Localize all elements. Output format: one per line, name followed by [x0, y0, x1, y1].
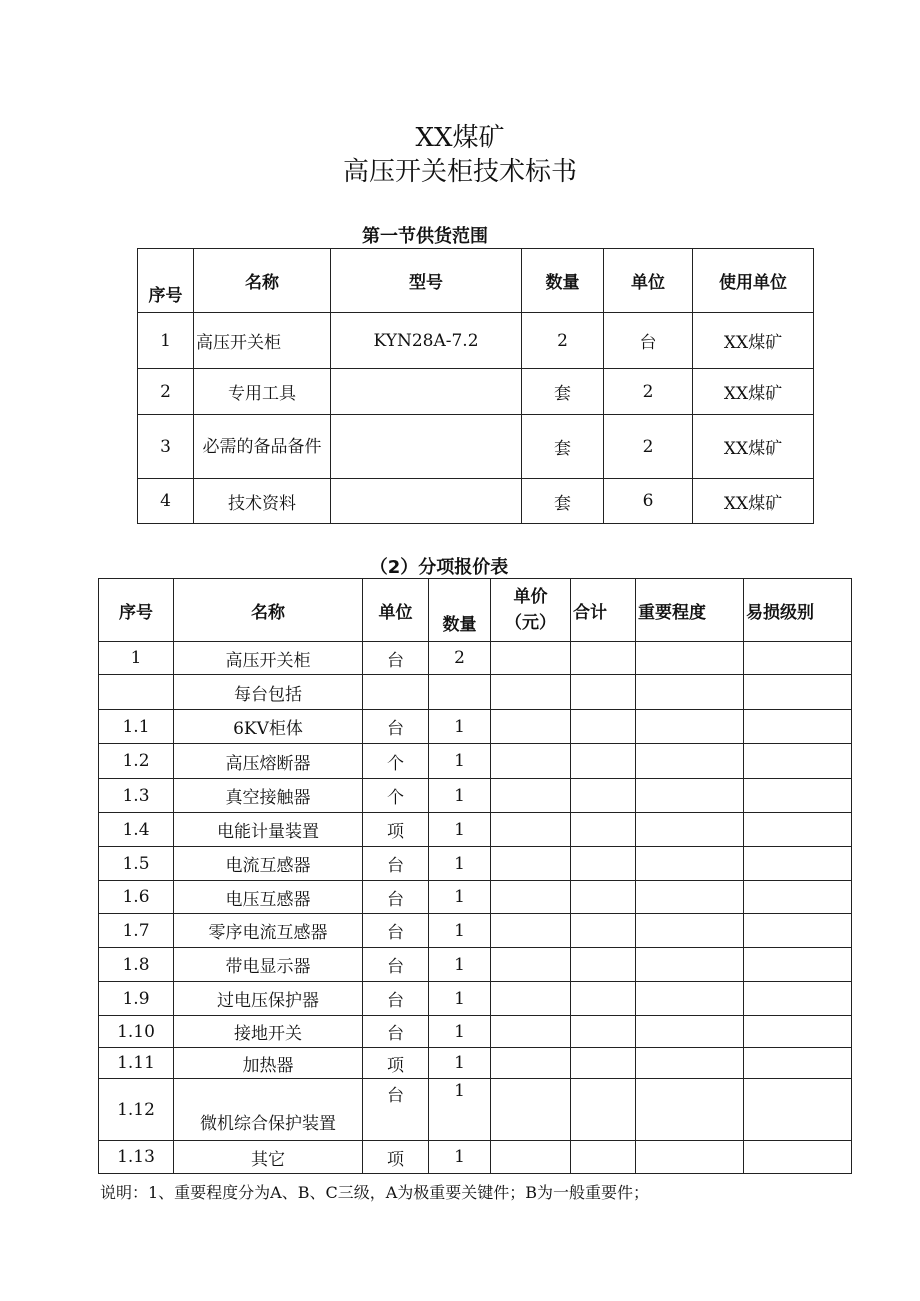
table-cell [744, 914, 852, 948]
table-cell: 1.8 [99, 948, 174, 982]
supply-scope-table [137, 248, 814, 524]
table-row [99, 1016, 852, 1048]
table-cell [491, 847, 571, 881]
table-cell: 1.11 [99, 1048, 174, 1079]
header-cell: 型号 [331, 249, 522, 313]
header-cell: 序号 [99, 579, 174, 642]
header-cell: 数量 [522, 249, 604, 313]
table-cell [744, 1141, 852, 1174]
table-cell [636, 642, 744, 675]
table-cell [636, 813, 744, 847]
table-cell [491, 982, 571, 1016]
table-cell: 台 [363, 948, 429, 982]
table-cell [331, 415, 522, 479]
table-cell [636, 779, 744, 813]
table-cell: 1.12 [99, 1079, 174, 1141]
table-cell: 1 [429, 1016, 491, 1048]
table-cell: 微机综合保护装置 [174, 1079, 363, 1141]
table-cell: 高压熔断器 [174, 744, 363, 779]
table-cell: 套 [522, 415, 604, 479]
table-row [99, 1141, 852, 1174]
header-cell: 单位 [604, 249, 693, 313]
table-cell [491, 948, 571, 982]
table-cell [491, 1079, 571, 1141]
table-cell [744, 675, 852, 710]
table-cell [491, 1048, 571, 1079]
table-cell: 1.6 [99, 881, 174, 914]
table-cell: 1.7 [99, 914, 174, 948]
table-cell: 接地开关 [174, 1016, 363, 1048]
table-cell [571, 948, 636, 982]
table-cell [571, 779, 636, 813]
table-cell: 1 [99, 642, 174, 675]
table-cell: KYN28A-7.2 [331, 313, 522, 369]
table-cell [571, 744, 636, 779]
table-cell [571, 881, 636, 914]
table-cell [636, 881, 744, 914]
table-header-row [99, 579, 852, 642]
table-cell [571, 847, 636, 881]
table-cell: 1 [429, 881, 491, 914]
table-cell [744, 813, 852, 847]
table-cell: 台 [363, 1016, 429, 1048]
doc-title-line1: XX煤矿 [415, 123, 505, 153]
table-cell: 1 [429, 914, 491, 948]
header-cell: 序号 [138, 249, 194, 313]
table-cell: 加热器 [174, 1048, 363, 1079]
table-cell: 2 [138, 369, 194, 415]
table-cell [744, 744, 852, 779]
table-cell: 1.3 [99, 779, 174, 813]
table-cell: 台 [363, 847, 429, 881]
table-cell: 1 [429, 813, 491, 847]
header-cell: 名称 [174, 579, 363, 642]
table-cell: XX煤矿 [693, 415, 814, 479]
table-cell [571, 710, 636, 744]
table-cell: 带电显示器 [174, 948, 363, 982]
table-cell [571, 675, 636, 710]
table-cell: 1.2 [99, 744, 174, 779]
header-cell: 单位 [363, 579, 429, 642]
table-cell [636, 1048, 744, 1079]
table-cell [636, 1016, 744, 1048]
table-cell [571, 1016, 636, 1048]
table-cell [331, 369, 522, 415]
table-cell: 台 [363, 914, 429, 948]
table-row [138, 479, 814, 524]
table-cell [429, 675, 491, 710]
table-cell: 高压开关柜 [194, 313, 331, 369]
table-row [99, 710, 852, 744]
table-cell: 3 [138, 415, 194, 479]
table-cell [491, 710, 571, 744]
table-cell [744, 982, 852, 1016]
table-cell: 1.5 [99, 847, 174, 881]
table-cell: 必需的备品备件 [194, 415, 331, 479]
table-cell: 专用工具 [194, 369, 331, 415]
table-cell [744, 710, 852, 744]
table-cell: 2 [429, 642, 491, 675]
table-cell: 1.10 [99, 1016, 174, 1048]
table-cell: 1.13 [99, 1141, 174, 1174]
table-row [99, 813, 852, 847]
table-cell [491, 1016, 571, 1048]
table-cell: 1 [429, 847, 491, 881]
table-cell: 1 [429, 1048, 491, 1079]
table-cell [636, 847, 744, 881]
table-cell: 个 [363, 779, 429, 813]
table-cell [636, 675, 744, 710]
table-cell: 1.1 [99, 710, 174, 744]
table-cell: 过电压保护器 [174, 982, 363, 1016]
table-cell [744, 881, 852, 914]
table-cell: XX煤矿 [693, 369, 814, 415]
table-cell [491, 881, 571, 914]
table-row [99, 847, 852, 881]
table-cell [744, 642, 852, 675]
table-cell [571, 813, 636, 847]
table-cell [636, 744, 744, 779]
table-row [99, 675, 852, 710]
table-cell [744, 779, 852, 813]
table-cell [491, 813, 571, 847]
table-cell: 台 [363, 710, 429, 744]
table-row [99, 982, 852, 1016]
table-row [99, 779, 852, 813]
table-cell: 2 [604, 369, 693, 415]
table-cell: 台 [363, 982, 429, 1016]
section1-heading: 第一节供货范围 [362, 226, 488, 247]
table-cell: 1.9 [99, 982, 174, 1016]
table-row [99, 642, 852, 675]
table-cell [331, 479, 522, 524]
price-table-body [99, 642, 852, 1174]
table-cell: 真空接触器 [174, 779, 363, 813]
table-cell [571, 642, 636, 675]
table-cell [744, 1048, 852, 1079]
table-cell: 台 [363, 1079, 429, 1141]
table-cell: 1 [429, 1079, 491, 1141]
table-cell: XX煤矿 [693, 479, 814, 524]
table-row [99, 914, 852, 948]
table-cell: 套 [522, 479, 604, 524]
table-cell [744, 1079, 852, 1141]
table-row [99, 1048, 852, 1079]
table-cell: 1.4 [99, 813, 174, 847]
table-cell: 套 [522, 369, 604, 415]
table-cell [491, 779, 571, 813]
table-cell: 个 [363, 744, 429, 779]
table-cell: 1 [429, 710, 491, 744]
table-cell [491, 675, 571, 710]
table-cell: 1 [429, 948, 491, 982]
table-cell: 1 [429, 779, 491, 813]
table-cell: 项 [363, 813, 429, 847]
table-cell: 2 [522, 313, 604, 369]
header-cell: 合计 [571, 579, 636, 642]
table-cell [636, 948, 744, 982]
table-cell [491, 642, 571, 675]
table-cell: 2 [604, 415, 693, 479]
table-row [138, 313, 814, 369]
table-cell [491, 744, 571, 779]
table-row [138, 415, 814, 479]
header-cell: 使用单位 [693, 249, 814, 313]
table-cell: XX煤矿 [693, 313, 814, 369]
table-cell: 4 [138, 479, 194, 524]
table-cell [744, 948, 852, 982]
table-cell [744, 847, 852, 881]
table-cell: 其它 [174, 1141, 363, 1174]
table-cell: 台 [363, 642, 429, 675]
table-header-row [138, 249, 814, 313]
table-cell [491, 1141, 571, 1174]
doc-title-line2: 高压开关柜技术标书 [342, 157, 577, 187]
table-cell: 台 [604, 313, 693, 369]
table-cell: 1 [138, 313, 194, 369]
table-cell: 项 [363, 1048, 429, 1079]
table-cell [636, 914, 744, 948]
table-cell [571, 914, 636, 948]
table-cell: 6 [604, 479, 693, 524]
header-cell: 单价（元） [491, 579, 571, 642]
table-cell [99, 675, 174, 710]
table-cell [571, 982, 636, 1016]
table-cell: 1 [429, 744, 491, 779]
header-cell: 易损级别 [744, 579, 852, 642]
price-breakdown-table [98, 578, 852, 1174]
table-cell [636, 982, 744, 1016]
table-cell: 1 [429, 1141, 491, 1174]
table-cell: 高压开关柜 [174, 642, 363, 675]
table-cell [571, 1079, 636, 1141]
table-row [138, 369, 814, 415]
section2-heading: （2）分项报价表 [369, 557, 509, 578]
header-cell: 重要程度 [636, 579, 744, 642]
table-cell: 电能计量装置 [174, 813, 363, 847]
table-cell [636, 710, 744, 744]
table-row [99, 1079, 852, 1141]
table-cell: 技术资料 [194, 479, 331, 524]
table-cell: 项 [363, 1141, 429, 1174]
table-cell: 1 [429, 982, 491, 1016]
table-cell: 台 [363, 881, 429, 914]
footnote: 说明：1、重要程度分为A、B、C三级，A为极重要关键件；B为一般重要件； [100, 1183, 650, 1202]
table-cell [636, 1141, 744, 1174]
table-row [99, 744, 852, 779]
table-cell [491, 914, 571, 948]
table-cell [571, 1141, 636, 1174]
table-cell: 电压互感器 [174, 881, 363, 914]
table-cell [744, 1016, 852, 1048]
header-cell: 数量 [429, 579, 491, 642]
table-cell: 零序电流互感器 [174, 914, 363, 948]
header-cell: 名称 [194, 249, 331, 313]
table-cell [363, 675, 429, 710]
table-cell: 6KV柜体 [174, 710, 363, 744]
table-cell [571, 1048, 636, 1079]
table-cell [636, 1079, 744, 1141]
table-cell: 电流互感器 [174, 847, 363, 881]
table-cell: 每台包括 [174, 675, 363, 710]
table-row [99, 948, 852, 982]
table-row [99, 881, 852, 914]
